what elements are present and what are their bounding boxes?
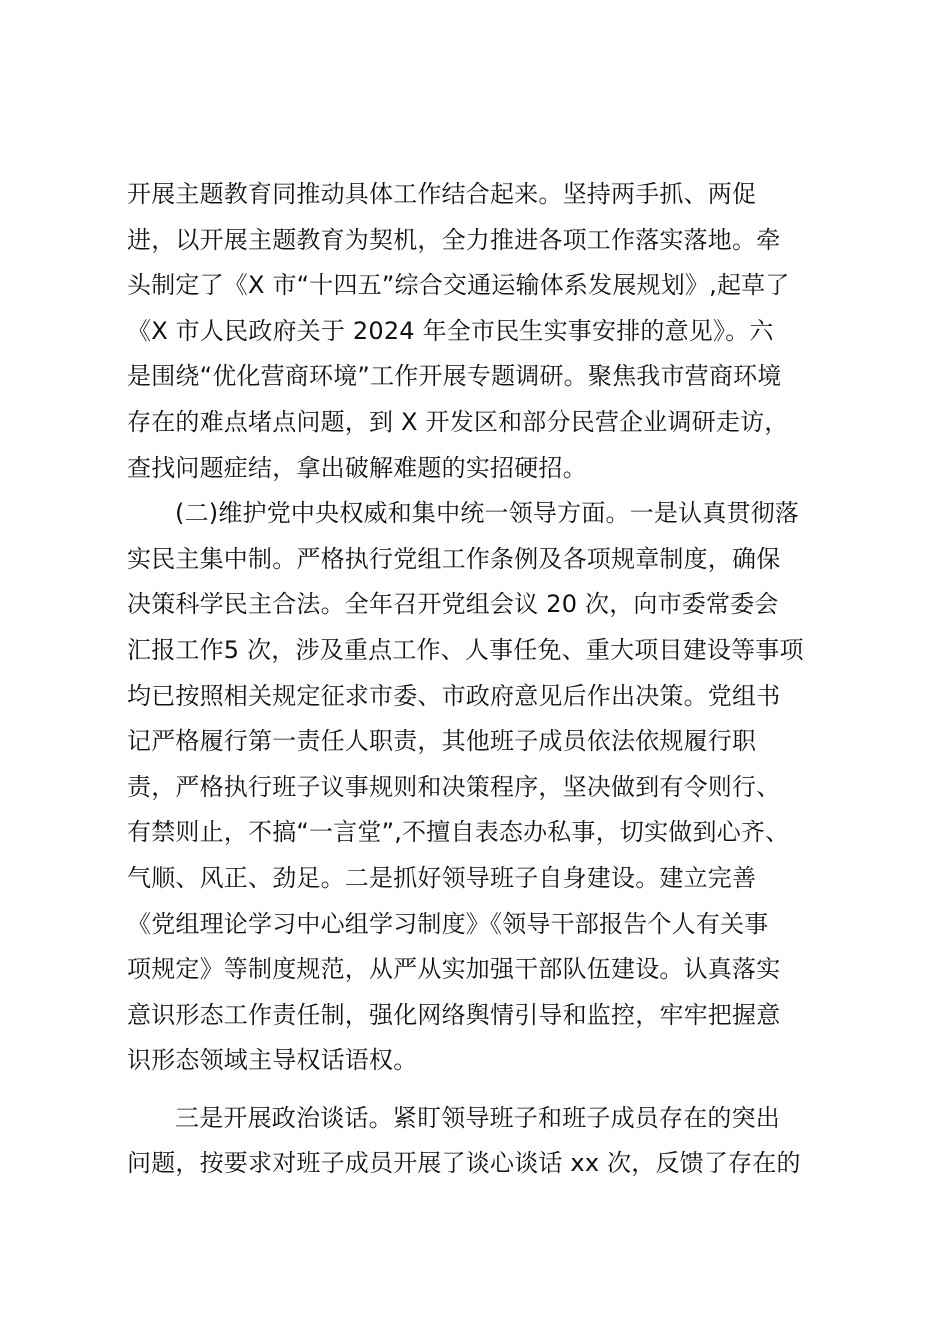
paragraph-line: 进，以开展主题教育为契机，全力推进各项工作落实落地。牵 [127, 225, 781, 254]
paragraph-line: 均已按照相关规定征求市委、市政府意见后作出决策。党组书 [127, 681, 781, 710]
paragraph-line: 三是开展政治谈话。紧盯领导班子和班子成员存在的突出 [175, 1103, 780, 1132]
paragraph-line: 决策科学民主合法。全年召开党组会议 20 次，向市委常委会 [127, 590, 779, 619]
paragraph-line: 《党组理论学习中心组学习制度》《领导干部报告个人有关事 [127, 909, 769, 938]
paragraph-line: 实民主集中制。严格执行党组工作条例及各项规章制度，确保 [127, 544, 781, 573]
paragraph-line: 开展主题教育同推动具体工作结合起来。坚持两手抓、两促 [127, 180, 757, 208]
paragraph-line: 识形态领域主导权话语权。 [127, 1046, 418, 1075]
paragraph-line: 责，严格执行班子议事规则和决策程序，坚决做到有令则行、 [127, 772, 781, 801]
paragraph-line: 头制定了《X 市“十四五”综合交通运输体系发展规划》,起草了 [127, 271, 790, 300]
paragraph-gap [127, 1084, 827, 1096]
paragraph-line: 存在的难点堵点问题，到 X 开发区和部分民营企业调研走访， [127, 407, 789, 436]
paragraph-line: 查找问题症结，拿出破解难题的实招硬招。 [127, 453, 587, 482]
paragraph-line: 意识形态工作责任制，强化网络舆情引导和监控，牢牢把握意 [127, 1000, 781, 1029]
paragraph-line: 有禁则止，不搞“一言堂”,不擅自表态办私事，切实做到心齐、 [127, 818, 790, 847]
paragraph-line: 记严格履行第一责任人职责，其他班子成员依法依规履行职 [127, 727, 757, 756]
document-body [127, 172, 827, 1187]
paragraph-line: 项规定》等制度规范，从严从实加强干部队伍建设。认真落实 [127, 955, 781, 984]
paragraph-line: 《X 市人民政府关于 2024 年全市民生实事安排的意见》。六 [127, 316, 774, 345]
section-heading-line: (二)维护党中央权威和集中统一领导方面。一是认真贯彻落 [175, 499, 800, 528]
paragraph-line: 问题，按要求对班子成员开展了谈心谈话 xx 次，反馈了存在的 [127, 1149, 801, 1178]
paragraph-line: 汇报工作5 次，涉及重点工作、人事任免、重大项目建设等事项 [127, 635, 804, 664]
paragraph-line: 气顺、风正、劲足。二是抓好领导班子自身建设。建立完善 [127, 863, 757, 892]
paragraph-line: 是围绕“优化营商环境”工作开展专题调研。聚焦我市营商环境 [127, 362, 782, 391]
